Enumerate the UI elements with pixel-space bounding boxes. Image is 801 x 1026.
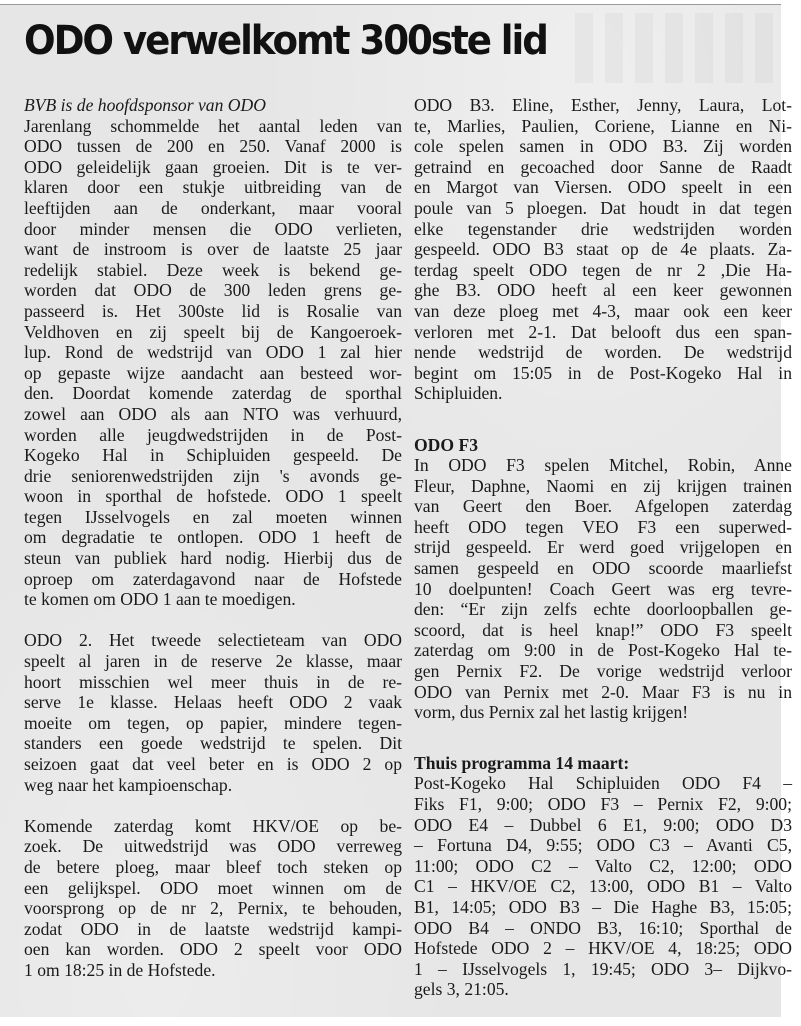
left-column [24, 95, 402, 981]
text-line: ODO van Pernix met 2-0. Maar F3 is nu in [414, 681, 792, 702]
kicker: BVB is de hoofdsponsor van ODO [24, 95, 266, 115]
text-line: worden dat ODO de 300 leden grens ge- [24, 280, 402, 301]
text-line: den: “Er zijn zelfs echte doorloopballen ge- [414, 599, 792, 620]
text-line: samen gespeeld en ODO scoorde maarliefst [414, 558, 792, 579]
text-line: scoord, dat is heel knap!” ODO F3 speelt [414, 619, 792, 640]
text-line: elke tegenstander drie wedstrijden worden [414, 218, 792, 239]
paragraph-gap [414, 723, 792, 753]
text-line: gen Pernix F2. De vorige wedstrijd verloor [414, 661, 792, 682]
text-line: ODO B4 – ONDO B3, 16:10; Sporthal de [414, 917, 792, 938]
text-line: strijd gespeeld. Er werd goed vrijgelopen en [414, 537, 792, 558]
text-line: B1, 14:05; ODO B3 – Die Haghe B3, 15:05; [414, 896, 792, 917]
text-line: Hofstede ODO 2 – HKV/OE 4, 18:25; ODO [414, 938, 792, 959]
text-line: want de instroom is over de laatste 25 jaar [24, 239, 402, 260]
paragraph-membership [24, 116, 402, 610]
text-line: seizoen gaat dat veel beter en is ODO 2 op [24, 754, 402, 774]
text-line: leeftijden aan de onderkant, maar vooral [24, 197, 402, 218]
text-line: – Fortuna D4, 9:55; ODO C3 – Avanti C5, [414, 835, 792, 856]
text-line: gespeeld. ODO B3 staat op de 4e plaats. Za- [414, 239, 792, 260]
text-line: redelijk stabiel. Deze week is bekend ge- [24, 259, 402, 280]
text-line: Kogeko Hal in Schipluiden gespeeld. De [24, 445, 402, 466]
text-line: zodat ODO in de laatste wedstrijd kampi- [24, 918, 402, 939]
text-line: moeite om tegen, op papier, mindere tegen- [24, 712, 402, 733]
text-line: 10 doelpunten! Coach Geert was erg tevre- [414, 578, 792, 599]
text-line: begint om 15:05 in de Post-Kogeko Hal in [414, 362, 792, 383]
text-line: van deze ploeg met 4-3, maar ook een keer [414, 300, 792, 321]
text-line: tegen IJsselvogels en zal moeten winnen [24, 506, 402, 527]
text-line: weg naar het kampioenschap. [24, 774, 233, 795]
text-line: 11:00; ODO C2 – Valto C2, 12:00; ODO [414, 855, 792, 876]
text-line: poule van 5 ploegen. Dat houdt in dat tegen [414, 197, 792, 218]
text-line: hoort misschien wel meer thuis in de re- [24, 671, 402, 692]
text-line: oen kan worden. ODO 2 speelt voor ODO [24, 939, 402, 960]
text-line: lup. Rond de wedstrijd van ODO 1 zal hier [24, 342, 402, 363]
text-line: terdag speelt ODO tegen de nr 2 ,Die Ha- [414, 259, 792, 280]
text-line: heeft ODO tegen VEO F3 een superwed- [414, 516, 792, 537]
text-line: drie seniorenwedstrijden zijn 's avonds ge- [24, 465, 402, 486]
text-line: nende wedstrijd de worden. De wedstrijd [414, 342, 792, 363]
section-heading-f3: ODO F3 [414, 434, 479, 455]
text-line: vorm, dus Pernix zal het lastig krijgen! [414, 702, 689, 723]
text-line: oproep om zaterdagavond naar de Hofstede [24, 568, 402, 589]
text-line: klaren door een stukje uitbreiding van de [24, 177, 402, 198]
section-b3 [414, 95, 792, 404]
text-line: C1 – HKV/OE C2, 13:00, ODO B1 – Valto [414, 876, 792, 897]
text-line: te komen om ODO 1 aan te moedigen. [24, 589, 296, 610]
text-line: gels 3, 21:05. [414, 979, 509, 1000]
text-line: op gepaste wijze aandacht aan besteed wor- [24, 362, 402, 383]
text-line: ghe B3. ODO heeft al een keer gewonnen [414, 280, 792, 301]
text-line: door minder mensen die ODO verlieten, [24, 218, 402, 239]
text-line: ODO geleidelijk gaan groeien. Dit is te ver- [24, 156, 402, 177]
right-column [414, 95, 792, 1000]
paragraph-odo2 [24, 630, 402, 795]
text-line: ODO tussen de 200 en 250. Vanaf 2000 is [24, 136, 402, 157]
bleed-through-texture [575, 13, 775, 83]
text-line: den. Doordat komende zaterdag de sporthal [24, 383, 402, 404]
text-line: worden alle jeugdwedstrijden in de Post- [24, 424, 402, 445]
text-line: cole spelen samen in ODO B3. Zij worden [414, 136, 792, 157]
text-line: van Geert den Boer. Afgelopen zaterdag [414, 496, 792, 517]
text-line: te, Marlies, Paulien, Coriene, Lianne en Ni- [414, 115, 792, 136]
article-headline: ODO verwelkomt 300ste lid [24, 18, 547, 64]
text-line: ODO 2. Het tweede selectieteam van ODO [24, 630, 402, 651]
paragraph-hkv-match [24, 816, 402, 981]
text-line: een gelijkspel. ODO moet winnen om de [24, 877, 402, 898]
text-line: en Margot van Viersen. ODO speelt in een [414, 177, 792, 198]
text-line: 1 om 18:25 in de Hofstede. [24, 959, 216, 980]
text-line: om degradatie te ontlopen. ODO 1 heeft de [24, 527, 402, 548]
text-line: Fleur, Daphne, Naomi en zij krijgen trainen [414, 475, 792, 496]
text-line: serve 1e klasse. Helaas heeft ODO 2 vaak [24, 692, 402, 713]
text-line: speelt al jaren in de reserve 2e klasse, maar [24, 651, 402, 672]
text-line: Veldhoven en zij speelt bij de Kangoeroek- [24, 321, 402, 342]
text-line: verloren met 2-1. Dat belooft dus een span- [414, 321, 792, 342]
section-programma [414, 773, 792, 1000]
text-line: Jarenlang schommelde het aantal leden van [24, 115, 402, 136]
text-line: ODO E4 – Dubbel 6 E1, 9:00; ODO D3 [414, 814, 792, 835]
text-line: woon in sporthal de hofstede. ODO 1 speelt [24, 486, 402, 507]
text-line: 1 – IJsselvogels 1, 19:45; ODO 3– Dijkvo- [414, 958, 792, 979]
paragraph-gap [24, 610, 402, 631]
text-line: In ODO F3 spelen Mitchel, Robin, Anne [414, 455, 792, 476]
paragraph-gap [414, 404, 792, 425]
text-line: zowel aan ODO als aan NTO was verhuurd, [24, 403, 402, 424]
text-line: zoek. De uitwedstrijd was ODO verreweg [24, 836, 402, 857]
text-line: steun van publiek hard nodig. Hierbij dus de [24, 548, 402, 569]
text-line: zaterdag om 9:00 in de Post-Kogeko Hal te- [414, 640, 792, 661]
text-line: Post-Kogeko Hal Schipluiden ODO F4 – [414, 773, 792, 794]
paragraph-gap [414, 425, 792, 435]
section-heading-programma: Thuis programma 14 maart: [414, 752, 630, 773]
text-line: Fiks F1, 9:00; ODO F3 – Pernix F2, 9:00; [414, 794, 792, 814]
text-line: voorsprong op de nr 2, Pernix, te behouden, [24, 898, 402, 919]
text-line: passeerd is. Het 300ste lid is Rosalie van [24, 300, 402, 321]
text-line: getraind en gecoached door Sanne de Raadt [414, 156, 792, 177]
text-line: ODO B3. Eline, Esther, Jenny, Laura, Lot- [414, 95, 792, 115]
text-line: de betere ploeg, maar bleef toch steken op [24, 856, 402, 877]
paragraph-gap [24, 795, 402, 816]
text-line: Schipluiden. [414, 383, 503, 404]
section-f3 [414, 455, 792, 723]
text-line: standers een goede wedstrijd te spelen. Dit [24, 733, 402, 754]
text-line: Komende zaterdag komt HKV/OE op be- [24, 815, 402, 836]
